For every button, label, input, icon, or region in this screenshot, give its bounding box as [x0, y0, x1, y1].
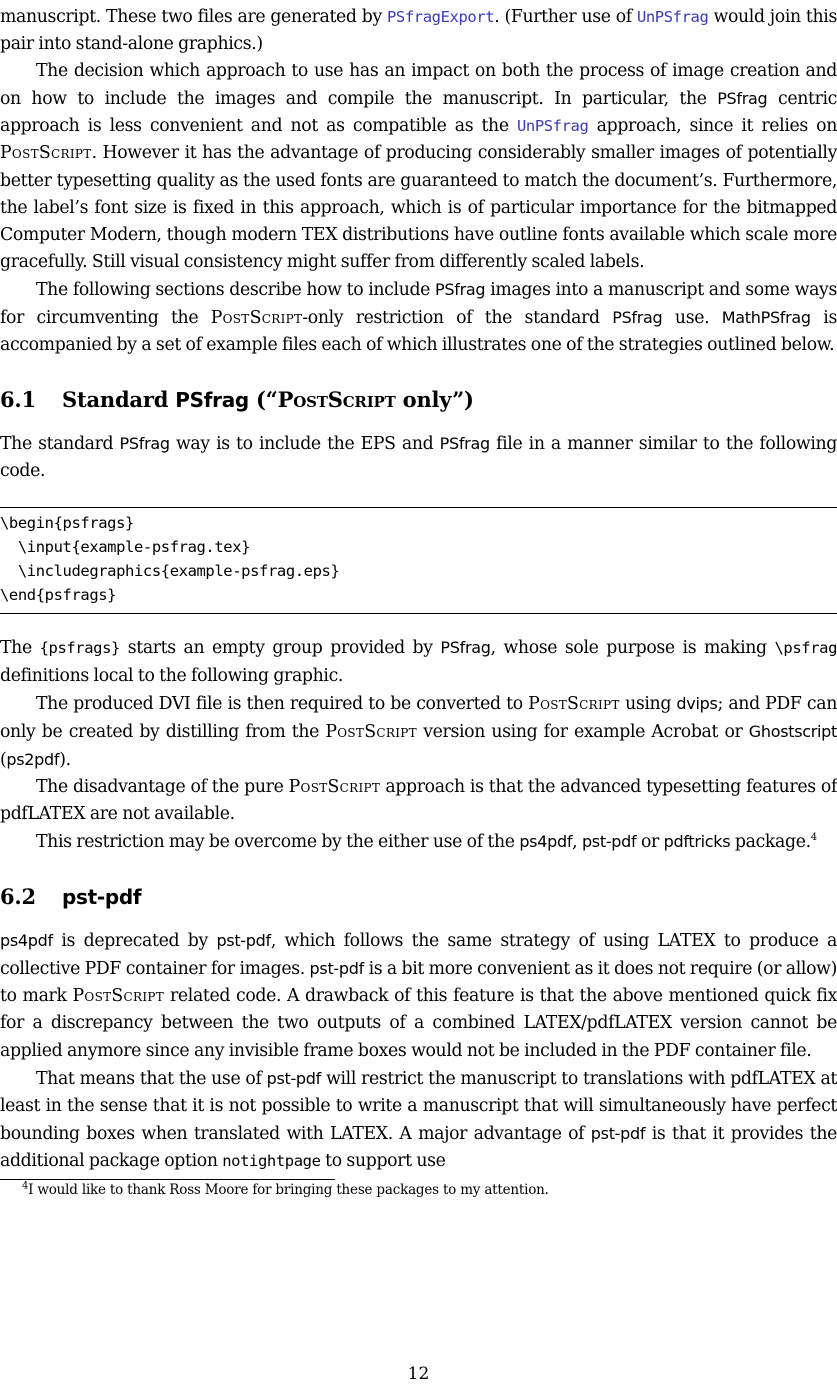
section-heading: 6.2 pst-pdf — [0, 884, 142, 910]
code-listing — [0, 507, 837, 614]
section-heading: 6.1 Standard PSfrag (“PostScript only”) — [0, 387, 474, 413]
psfragexport-code: PSfragExport — [387, 8, 495, 26]
paragraph: The disadvantage of the pure PostScript approach is that the advanced typesetting features of pdfLATEX are not available. — [0, 776, 837, 824]
unpsfrag-code: UnPSfrag — [516, 117, 589, 136]
unpsfrag-code: UnPSfrag — [636, 8, 709, 26]
footnote-marker: 4 — [810, 832, 817, 844]
page-number: 12 — [407, 1364, 430, 1384]
paragraph: ps4pdf is deprecated by pst-pdf, which follows the same strategy of using LATEX to produce a collective PDF container for images. pst-pdf is a bit more convenient as it does not require (or allow) to mark PostScript related code. A drawback of this feature is that the above mentioned quick fix for a discrepancy between the two outputs of a combined LATEX/pdfLATEX version cannot be applied anymore since any invisible frame boxes would not be included in the PDF container file. — [0, 931, 837, 1061]
paragraph: The following sections describe how to include PSfrag images into a manuscript and some ways for circumventing the PostScript-only restriction of the standard PSfrag use. MathPSfrag is accompanied by a set of example files each of which illustrates one of the strategies outlined below. — [0, 279, 837, 356]
paragraph: That means that the use of pst-pdf will restrict the manuscript to translations with pdfLATEX at least in the sense that it is not possible to write a manuscript that will simultaneously have perfect bounding boxes when translated with LATEX. A major advantage of pst-pdf is that it provides the additional package option notightpage to support use — [0, 1068, 837, 1171]
paragraph: The standard PSfrag way is to include the EPS and PSfrag file in a manner similar to the following code. — [0, 434, 837, 482]
code-line: \begin{psfrags} — [0, 514, 134, 533]
paragraph: manuscript. These two files are generated by PSfragExport. (Further use of UnPSfrag would join this pair into stand-alone graphics.) — [0, 7, 837, 55]
code-line: \includegraphics{example-psfrag.eps} — [0, 562, 340, 581]
footnote: $^4$I would like to thank Ross Moore for bringing these packages to my attention. — [22, 1180, 549, 1198]
paragraph: The produced DVI file is then required to be converted to PostScript using dvips; and PDF can only be created by distilling from the PostScript version using for example Acrobat or Ghostscript (ps2pdf). — [0, 693, 837, 770]
paragraph: This restriction may be overcome by the either use of the ps4pdf, pst-pdf or pdftricks package.$^4$ — [36, 832, 817, 853]
paragraph: The {psfrags} starts an empty group provided by PSfrag, whose sole purpose is making \psfrag definitions local to the following graphic. — [0, 638, 837, 686]
paragraph: The decision which approach to use has an impact on both the process of image creation and on how to include the images and compile the manuscript. In particular, the PSfrag centric approach is less convenient and not as compatible as the UnPSfrag approach, since it relies on PostScript. However it has the advantage of producing considerably smaller images of potentially better typesetting quality as the used fonts are guaranteed to match the document’s. Furthermore, the label’s font size is fixed in this approach, which is of particular importance for the bitmapped Computer Modern, though modern TEX distributions have outline fonts available which scale more gracefully. Still visual consistency might suffer from differently scaled labels. — [0, 61, 837, 272]
document-page — [0, 4, 837, 1200]
code-line: \end{psfrags} — [0, 586, 117, 605]
code-line: \input{example-psfrag.tex} — [0, 538, 251, 557]
